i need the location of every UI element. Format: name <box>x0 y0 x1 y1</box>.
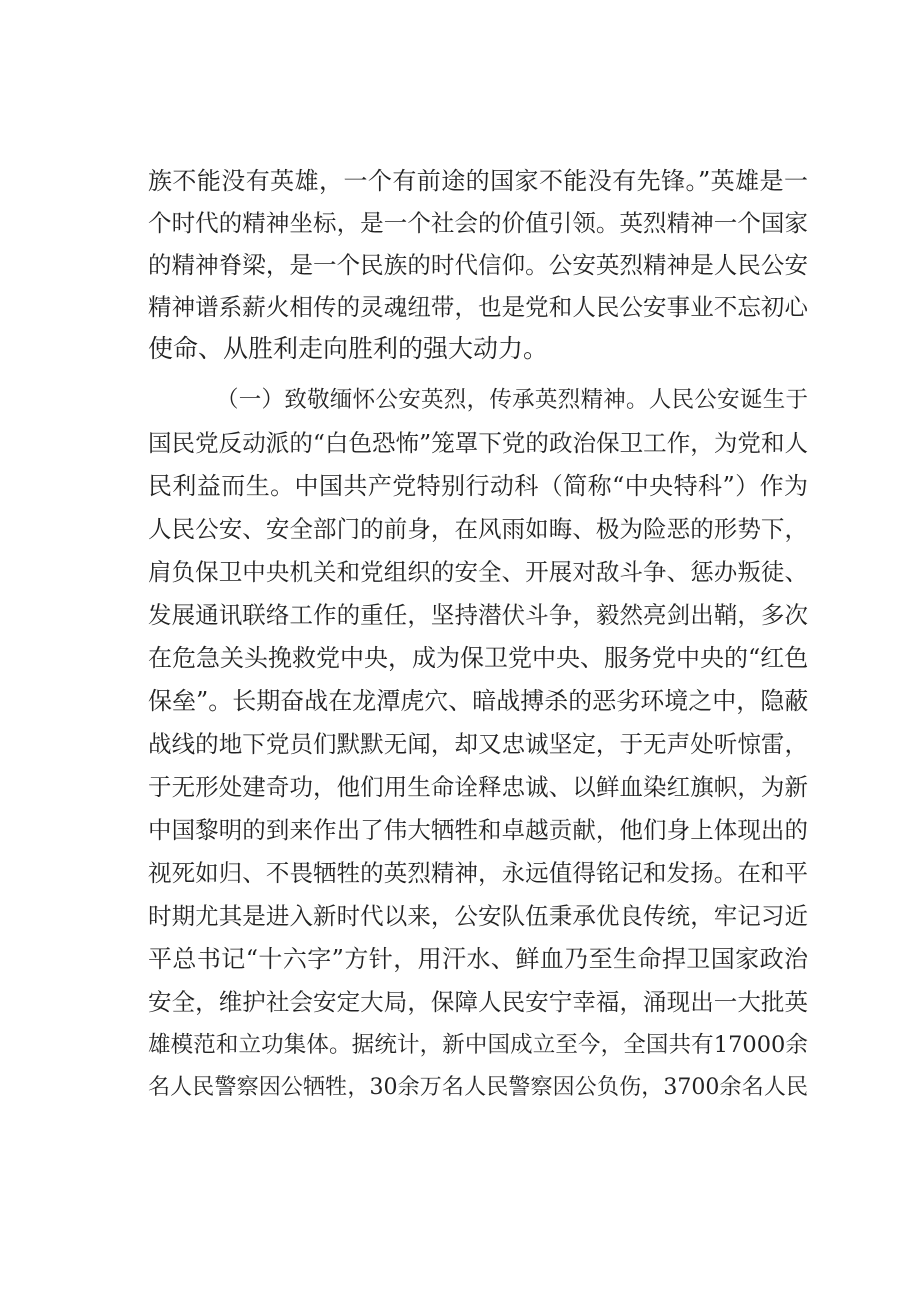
paragraph-section-1-line: 在危急关头挽救党中央，成为保卫党中央、服务党中央的“红色 <box>148 644 809 672</box>
paragraph-section-1-line: 视死如归、不畏牺牲的英烈精神，永远值得铭记和发扬。在和平 <box>148 859 808 887</box>
paragraph-section-1-line: 平总书记“十六字”方针，用汗水、鲜血乃至生命捍卫国家政治 <box>148 945 808 973</box>
paragraph-section-1-line: 中国黎明的到来作出了伟大牺牲和卓越贡献，他们身上体现出的 <box>148 816 808 844</box>
paragraph-section-1-line: （一）致敬缅怀公安英烈，传承英烈精神。人民公安诞生于 <box>216 387 808 413</box>
paragraph-section-1-line: 时期尤其是进入新时代以来，公安队伍秉承优良传统，牢记习近 <box>148 902 808 930</box>
paragraph-intro-line: 个时代的精神坐标，是一个社会的价值引领。英烈精神一个国家 <box>148 209 808 237</box>
paragraph-section-1-line: 战线的地下党员们默默无闻，却又忠诚坚定，于无声处听惊雷， <box>148 730 808 758</box>
paragraph-intro-line: 使命、从胜利走向胜利的强大动力。 <box>148 334 549 363</box>
paragraph-section-1-line: 民利益而生。中国共产党特别行动科（简称“中央特科”）作为 <box>148 472 808 500</box>
paragraph-section-1-line: 于无形处建奇功，他们用生命诠释忠诚、以鲜血染红旗帜，为新 <box>148 773 808 801</box>
paragraph-section-1-line: 保垒”。长期奋战在龙潭虎穴、暗战搏杀的恶劣环境之中，隐蔽 <box>148 687 809 715</box>
paragraph-section-1-line: 发展通讯联络工作的重任，坚持潜伏斗争，毅然亮剑出鞘，多次 <box>148 601 808 629</box>
paragraph-section-1-line: 雄模范和立功集体。据统计，新中国成立至今，全国共有17000余 <box>148 1032 808 1058</box>
paragraph-section-1-line: 肩负保卫中央机关和党组织的安全、开展对敌斗争、惩办叛徒、 <box>148 558 808 586</box>
paragraph-intro-line: 精神谱系薪火相传的灵魂纽带，也是党和人民公安事业不忘初心 <box>148 293 808 321</box>
paragraph-section-1-line: 人民公安、安全部门的前身，在风雨如晦、极为险恶的形势下， <box>148 515 808 543</box>
paragraph-intro-line: 的精神脊梁，是一个民族的时代信仰。公安英烈精神是人民公安 <box>148 251 808 279</box>
paragraph-intro-line: 族不能没有英雄，一个有前途的国家不能没有先锋。”英雄是一 <box>148 167 808 195</box>
paragraph-section-1-line: 安全，维护社会安定大局，保障人民安宁幸福，涌现出一大批英 <box>148 988 808 1016</box>
paragraph-section-1-line: 国民党反动派的“白色恐怖”笼罩下党的政治保卫工作，为党和人 <box>148 429 808 457</box>
paragraph-section-1-line: 名人民警察因公牺牲，30余万名人民警察因公负伤，3700余名人民 <box>148 1075 808 1100</box>
